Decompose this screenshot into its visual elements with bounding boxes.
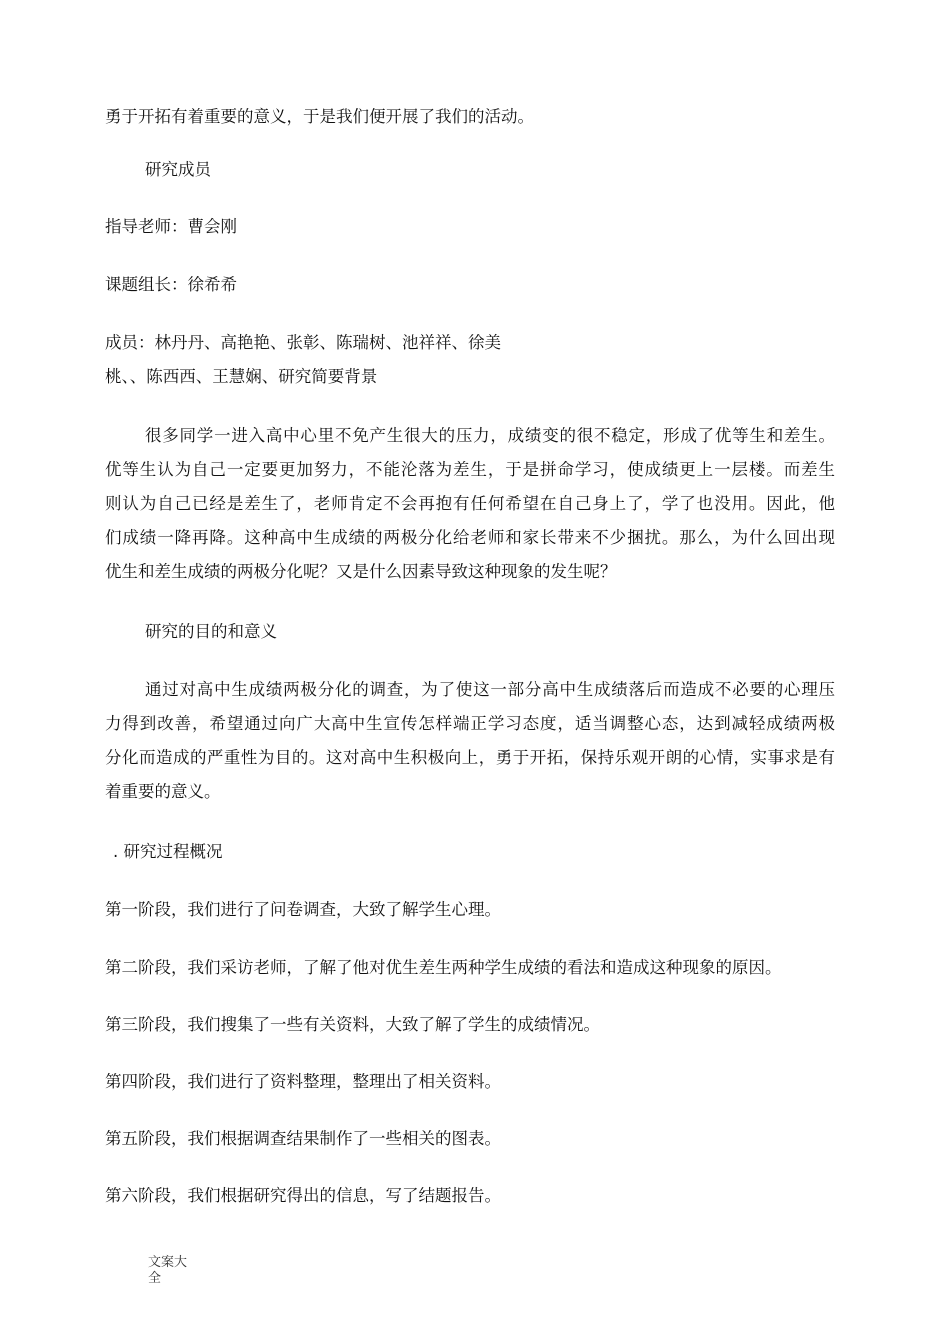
stage-item: 第二阶段，我们采访老师，了解了他对优生差生两种学生成绩的看法和造成这种现象的原因。: [105, 958, 782, 977]
leader-line: 课题组长：徐希希: [105, 275, 237, 294]
purpose-line: 力得到改善，希望通过向广大高中生宣传怎样端正学习态度，适当调整心态，达到减轻成绩两极: [105, 714, 835, 733]
background-paragraph: [105, 426, 835, 596]
process-heading: . 研究过程概况: [113, 842, 223, 861]
purpose-line: 分化而造成的严重性为目的。这对高中生积极向上，勇于开拓，保持乐观开朗的心情，实事求是有: [105, 748, 835, 767]
members-line-2: 桃、、陈西西、王慧娴、研究简要背景: [105, 367, 378, 386]
background-line: 则认为自己已经是差生了，老师肯定不会再抱有任何希望在自己身上了，学了也没用。因此，他: [105, 494, 835, 513]
stage-item: 第三阶段，我们搜集了一些有关资料，大致了解了学生的成绩情况。: [105, 1015, 600, 1034]
purpose-heading: 研究的目的和意义: [145, 622, 277, 641]
background-line: 优等生认为自己一定要更加努力，不能沦落为差生，于是拼命学习，使成绩更上一层楼。而差生: [105, 460, 835, 479]
intro-tail-text: 勇于开拓有着重要的意义，于是我们便开展了我们的活动。: [105, 107, 534, 126]
background-line: 们成绩一降再降。这种高中生成绩的两极分化给老师和家长带来不少捆扰。那么，为什么回出现: [105, 528, 835, 547]
background-line: 优生和差生成绩的两极分化呢？又是什么因素导致这种现象的发生呢？: [105, 562, 617, 581]
purpose-line: 着重要的意义。: [105, 782, 221, 801]
purpose-line: 通过对高中生成绩两极分化的调查，为了使这一部分高中生成绩落后而造成不必要的心理压: [145, 680, 835, 699]
stage-item: 第四阶段，我们进行了资料整理，整理出了相关资料。: [105, 1072, 501, 1091]
stage-item: 第五阶段，我们根据调查结果制作了一些相关的图表。: [105, 1129, 501, 1148]
purpose-paragraph: [105, 680, 835, 816]
stage-item: 第六阶段，我们根据研究得出的信息，写了结题报告。: [105, 1186, 501, 1205]
stage-item: 第一阶段，我们进行了问卷调查，大致了解学生心理。: [105, 900, 501, 919]
advisor-line: 指导老师：曹会刚: [105, 217, 237, 236]
page-footer: 文案大全: [148, 1255, 188, 1286]
members-line-1: 成员：林丹丹、高艳艳、张彰、陈瑞树、池祥祥、徐美: [105, 333, 501, 352]
background-line: 很多同学一进入高中心里不免产生很大的压力，成绩变的很不稳定，形成了优等生和差生。: [145, 426, 835, 445]
members-heading: 研究成员: [145, 160, 211, 179]
